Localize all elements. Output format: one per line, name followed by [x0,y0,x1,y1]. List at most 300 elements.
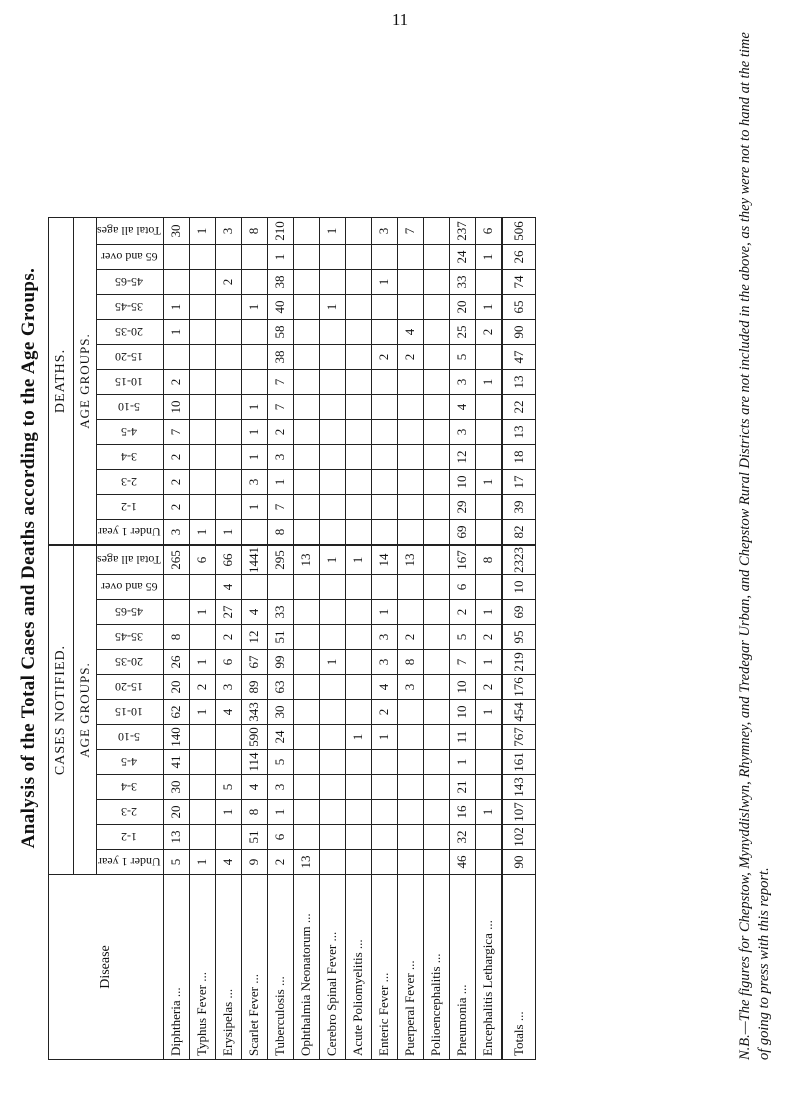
age-label-text: 45-65 [114,275,143,289]
deaths-cell: 10 [449,470,475,495]
deaths-cell [293,470,319,495]
cases-age-col-header [97,725,164,750]
cases-age-col-header [97,675,164,700]
deaths-age-col-header [97,395,164,420]
cases-cell: 3 [371,650,397,675]
table-row [475,218,502,1060]
cases-cell [345,600,371,625]
disease-cell [267,875,293,1060]
cases-cell [189,800,215,825]
cases-cell: 3 [215,675,241,700]
deaths-cell [319,420,345,445]
table-row [241,218,267,1060]
cases-cell: 140 [163,725,189,750]
footnote: N.B.—The figures for Chepstow, Mynyddislwyn, Rhymney, and Tredegar Urban, and Chepstow Rural Districts are not included in the above, as they were not to hand at the time of going to press with this report. [737,32,772,1060]
deaths-cell [475,395,502,420]
deaths-cell [397,470,423,495]
deaths-cell [345,295,371,320]
cases-cell [319,600,345,625]
cases-cell: 2 [267,850,293,875]
deaths-cell [189,370,215,395]
cases-cell [163,600,189,625]
cases-age-col-header [97,575,164,600]
deaths-age-col-header [97,295,164,320]
deaths-cell: 29 [449,495,475,520]
cases-cell [267,575,293,600]
cases-age-col-header [97,625,164,650]
analysis-table [48,217,536,1060]
cases-total-cell: 454 [502,700,536,725]
deaths-cell [423,345,449,370]
cases-cell [397,725,423,750]
deaths-cell: 7 [267,395,293,420]
deaths-cell [423,420,449,445]
cases-cell [319,750,345,775]
deaths-cell [345,395,371,420]
leader-dots: ... [510,1011,526,1022]
cases-cell [189,825,215,850]
cases-cell: 4 [241,600,267,625]
deaths-cell [189,420,215,445]
deaths-cell: 5 [449,345,475,370]
cases-cell: 6 [267,825,293,850]
disease-cell [241,875,267,1060]
cases-cell [397,825,423,850]
cases-age-groups-header: AGE GROUPS. [74,545,97,875]
cases-cell: 30 [267,700,293,725]
cases-cell: 114 [241,750,267,775]
cases-cell [189,625,215,650]
deaths-cell: 8 [241,218,267,245]
cases-cell [319,850,345,875]
deaths-cell: 1 [241,420,267,445]
deaths-cell [475,495,502,520]
age-label-text: Total all ages [97,553,161,567]
disease-name: Encephalitis Lethargica [480,933,496,1056]
deaths-cell: 40 [267,295,293,320]
age-label-text: 20-35 [114,655,143,669]
deaths-total-cell: 39 [502,495,536,520]
deaths-cell [241,270,267,295]
deaths-total-cell: 26 [502,245,536,270]
deaths-cell [345,470,371,495]
cases-cell [293,600,319,625]
deaths-cell [241,370,267,395]
deaths-cell: 4 [449,395,475,420]
deaths-cell: 1 [241,445,267,470]
deaths-cell [319,345,345,370]
deaths-cell: 1 [215,520,241,546]
deaths-cell [371,395,397,420]
cases-cell: 6 [189,545,215,575]
deaths-cell [345,345,371,370]
deaths-cell: 1 [163,295,189,320]
cases-cell: 12 [241,625,267,650]
disease-cell [163,875,189,1060]
age-label-text: 35-45 [114,630,143,644]
deaths-cell: 6 [475,218,502,245]
deaths-cell [215,370,241,395]
age-label-text: Under 1 year [97,525,161,539]
deaths-total-cell: 506 [502,218,536,245]
deaths-cell [215,395,241,420]
cases-cell [293,575,319,600]
table-row [423,218,449,1060]
disease-name: Typhus Fever [194,985,210,1056]
deaths-cell [397,445,423,470]
deaths-cell: 1 [241,295,267,320]
deaths-cell: 1 [371,270,397,295]
disease-cell [475,875,502,1060]
deaths-cell [189,445,215,470]
cases-cell [371,825,397,850]
cases-cell: 20 [163,800,189,825]
cases-total-cell: 102 [502,825,536,850]
disease-cell [345,875,371,1060]
deaths-cell [345,445,371,470]
cases-cell [215,825,241,850]
cases-cell [475,850,502,875]
cases-cell [293,625,319,650]
table-row [371,218,397,1060]
deaths-cell: 12 [449,445,475,470]
deaths-total-cell: 13 [502,420,536,445]
deaths-cell [319,245,345,270]
deaths-cell [397,495,423,520]
deaths-cell [189,245,215,270]
deaths-cell [293,345,319,370]
deaths-cell [371,520,397,546]
cases-cell [215,725,241,750]
deaths-cell [293,320,319,345]
deaths-cell [241,345,267,370]
cases-notified-header: CASES NOTIFIED. [49,545,74,875]
deaths-cell [293,245,319,270]
cases-cell [319,825,345,850]
deaths-cell [319,395,345,420]
deaths-age-col-header [97,320,164,345]
cases-cell: 167 [449,545,475,575]
leader-dots: ... [194,972,210,982]
deaths-age-col-header [97,345,164,370]
cases-cell [423,600,449,625]
deaths-cell: 3 [267,445,293,470]
cases-cell [345,675,371,700]
deaths-cell [423,270,449,295]
cases-cell [423,825,449,850]
cases-cell [293,650,319,675]
deaths-cell: 8 [267,520,293,546]
deaths-cell: 3 [215,218,241,245]
deaths-cell [319,495,345,520]
rotated-page-content [18,16,788,1080]
cases-total-cell: 219 [502,650,536,675]
cases-cell: 1 [345,545,371,575]
deaths-cell: 7 [163,420,189,445]
table-row [449,218,475,1060]
cases-cell [423,650,449,675]
deaths-total-cell: 74 [502,270,536,295]
cases-cell: 1 [189,650,215,675]
deaths-cell: 10 [163,395,189,420]
cases-cell: 4 [215,850,241,875]
leader-dots: ... [246,974,262,984]
deaths-cell: 20 [449,295,475,320]
disease-name: Enteric Fever [376,985,392,1056]
cases-cell: 27 [215,600,241,625]
age-label-text: 5-10 [117,400,140,414]
age-label-text: 10-15 [114,705,143,719]
deaths-cell [319,470,345,495]
page-title: Analysis of the Total Cases and Deaths according to the Age Groups. [18,267,39,849]
deaths-cell [319,445,345,470]
cases-cell [423,625,449,650]
deaths-age-col-header [97,470,164,495]
deaths-cell [423,445,449,470]
cases-cell: 66 [215,545,241,575]
deaths-cell [293,295,319,320]
cases-age-col-header [97,800,164,825]
deaths-cell: 33 [449,270,475,295]
leader-dots: ... [428,953,444,964]
cases-total-cell: 143 [502,775,536,800]
disease-name: Puerperal Fever [402,973,418,1056]
cases-age-col-header [97,650,164,675]
deaths-cell [345,420,371,445]
cases-cell: 4 [241,775,267,800]
table-row [163,218,189,1060]
deaths-cell [371,295,397,320]
deaths-cell [397,520,423,546]
cases-cell: 67 [241,650,267,675]
cases-cell [293,725,319,750]
cases-cell: 89 [241,675,267,700]
deaths-cell [163,345,189,370]
cases-cell: 2 [371,700,397,725]
cases-cell [293,825,319,850]
disease-cell [397,875,423,1060]
cases-cell [319,700,345,725]
cases-cell [397,850,423,875]
cases-total-cell: 176 [502,675,536,700]
deaths-cell [423,520,449,546]
deaths-cell: 1 [241,495,267,520]
deaths-total-cell: 18 [502,445,536,470]
cases-age-col-header [97,850,164,875]
deaths-cell: 1 [475,470,502,495]
deaths-cell [293,218,319,245]
age-label-text: Total all ages [97,224,161,238]
cases-cell: 1 [189,600,215,625]
deaths-cell: 30 [163,218,189,245]
age-label-text: 1-2 [120,500,137,514]
cases-cell [345,800,371,825]
deaths-cell [293,420,319,445]
cases-cell [345,850,371,875]
deaths-age-col-header [97,420,164,445]
deaths-cell: 1 [267,470,293,495]
cases-cell [345,700,371,725]
table-row [267,218,293,1060]
cases-cell: 1 [475,600,502,625]
cases-cell [189,725,215,750]
deaths-cell: 1 [475,245,502,270]
cases-cell [319,800,345,825]
deaths-cell [345,320,371,345]
cases-cell: 5 [163,850,189,875]
deaths-cell [397,370,423,395]
deaths-cell: 210 [267,218,293,245]
deaths-cell: 38 [267,270,293,295]
cases-cell: 13 [293,545,319,575]
cases-cell [371,800,397,825]
deaths-cell: 3 [163,520,189,546]
cases-cell [475,775,502,800]
cases-cell: 1 [189,850,215,875]
deaths-age-col-header [97,520,164,546]
deaths-cell [189,270,215,295]
deaths-cell [215,320,241,345]
cases-cell [215,750,241,775]
deaths-cell [163,270,189,295]
cases-cell: 13 [163,825,189,850]
analysis-table-wrapper [48,217,536,1060]
cases-cell: 8 [475,545,502,575]
deaths-cell [397,395,423,420]
deaths-cell [345,370,371,395]
cases-cell: 1441 [241,545,267,575]
leader-dots: ... [298,913,314,924]
deaths-age-col-header [97,270,164,295]
totals-label: Totals [510,1024,526,1056]
deaths-cell [423,370,449,395]
deaths-cell [423,320,449,345]
deaths-cell: 7 [267,495,293,520]
cases-cell: 14 [371,545,397,575]
cases-cell [189,750,215,775]
deaths-cell [371,470,397,495]
deaths-cell [215,245,241,270]
cases-cell [163,575,189,600]
cases-total-cell: 107 [502,800,536,825]
deaths-total-cell: 82 [502,520,536,546]
cases-cell [371,850,397,875]
cases-cell: 13 [397,545,423,575]
cases-total-cell: 90 [502,850,536,875]
deaths-cell [215,345,241,370]
disease-name: Pneumonia [454,997,470,1056]
age-label-text: 10-15 [114,375,143,389]
deaths-cell [371,245,397,270]
cases-cell [293,800,319,825]
deaths-age-col-header [97,218,164,245]
cases-cell: 2 [215,625,241,650]
deaths-age-col-header [97,370,164,395]
cases-total-cell: 69 [502,600,536,625]
deaths-cell [163,245,189,270]
cases-total-cell: 161 [502,750,536,775]
cases-cell [423,775,449,800]
age-label-text: 35-45 [114,300,143,314]
deaths-age-col-header [97,245,164,270]
deaths-cell: 3 [241,470,267,495]
deaths-cell: 24 [449,245,475,270]
deaths-total-cell: 47 [502,345,536,370]
deaths-cell: 1 [319,218,345,245]
cases-cell: 1 [189,700,215,725]
deaths-cell [189,320,215,345]
cases-total-cell: 10 [502,575,536,600]
deaths-cell: 58 [267,320,293,345]
deaths-cell [397,295,423,320]
cases-cell: 1 [475,650,502,675]
cases-cell: 5 [449,625,475,650]
cases-cell [319,725,345,750]
deaths-cell: 1 [189,520,215,546]
cases-cell: 265 [163,545,189,575]
leader-dots: ... [220,988,236,999]
cases-cell: 295 [267,545,293,575]
cases-cell: 30 [163,775,189,800]
age-label-text: 20-35 [114,325,143,339]
cases-cell: 2 [449,600,475,625]
deaths-cell [475,445,502,470]
deaths-cell: 2 [163,470,189,495]
deaths-cell [423,470,449,495]
deaths-cell [345,218,371,245]
leader-dots: ... [480,920,496,930]
age-label-text: 2-3 [120,805,137,819]
deaths-cell: 1 [475,370,502,395]
leader-dots: ... [402,960,418,971]
disease-cell [189,875,215,1060]
disease-cell [319,875,345,1060]
leader-dots: ... [272,976,288,987]
deaths-cell: 2 [163,495,189,520]
cases-cell: 1 [371,725,397,750]
cases-cell [319,675,345,700]
deaths-cell [397,245,423,270]
cases-cell: 3 [371,625,397,650]
deaths-cell [475,270,502,295]
deaths-cell [345,495,371,520]
table-row [293,218,319,1060]
disease-name: Diphtheria [168,1000,184,1056]
deaths-cell: 7 [267,370,293,395]
deaths-cell [319,520,345,546]
deaths-cell [371,370,397,395]
deaths-cell [215,470,241,495]
cases-cell: 8 [163,625,189,650]
deaths-cell [475,520,502,546]
age-label-text: 4-5 [120,425,137,439]
disease-cell [293,875,319,1060]
deaths-cell [189,470,215,495]
cases-cell [189,575,215,600]
deaths-cell [215,495,241,520]
cases-age-col-header [97,775,164,800]
cases-cell [319,775,345,800]
cases-cell: 51 [267,625,293,650]
cases-cell [371,775,397,800]
age-label-text: 65 and over [100,250,158,264]
deaths-cell: 2 [397,345,423,370]
cases-cell: 46 [449,850,475,875]
deaths-age-col-header [97,495,164,520]
deaths-cell [397,270,423,295]
deaths-age-col-header [97,445,164,470]
cases-cell: 343 [241,700,267,725]
